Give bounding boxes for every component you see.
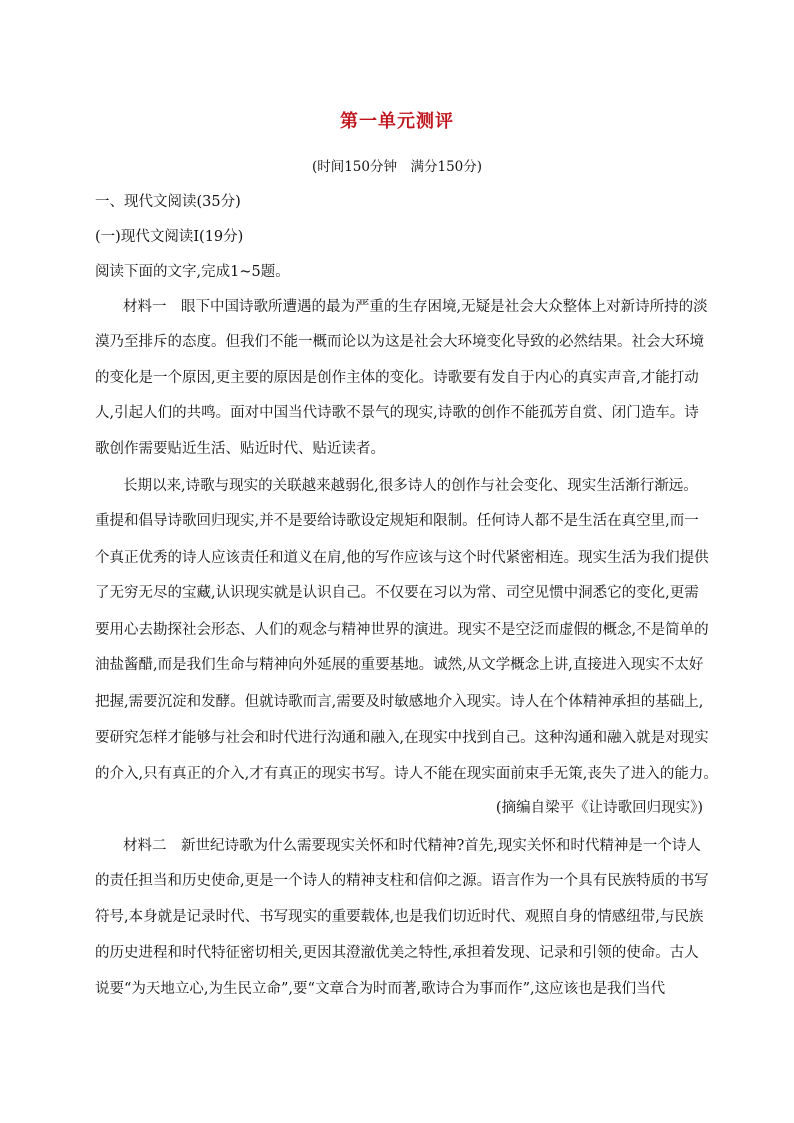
- source-citation: (摘编自梁平《让诗歌回归现实》): [495, 800, 703, 816]
- paragraph-line: 材料一 眼下中国诗歌所遭遇的最为严重的生存困境,无疑是社会大众整体上对新诗所持的淡: [123, 299, 708, 315]
- paragraph-line: 的介入,只有真正的介入,才有真正的现实书写。诗人不能在现实面前束手无策,丧失了进入的能力。: [95, 766, 718, 782]
- paragraph-line: 的变化是一个原因,更主要的原因是创作主体的变化。诗歌要有发自于内心的真实声音,才能打动: [95, 370, 699, 386]
- paragraph-line: 材料二 新世纪诗歌为什么需要现实关怀和时代精神?首先,现实关怀和时代精神是一个诗人: [123, 838, 701, 854]
- subsection-heading: (一)现代文阅读Ⅰ(19分): [95, 229, 244, 245]
- paragraph-line: 把握,需要沉淀和发酵。但就诗歌而言,需要及时敏感地介入现实。诗人在个体精神承担的基础上,: [95, 694, 704, 710]
- paragraph-line: 要研究怎样才能够与社会和时代进行沟通和融入,在现实中找到自己。这种沟通和融入就是对现实: [95, 730, 709, 746]
- section-heading: 一、现代文阅读(35分): [95, 194, 241, 210]
- paragraph-line: 歌创作需要贴近生活、贴近时代、贴近读者。: [95, 441, 385, 457]
- instruction-text: 阅读下面的文字,完成1~5题。: [95, 264, 290, 280]
- paragraph-line: 的历史进程和时代特征密切相关,更因其澄澈优美之特性,承担着发现、记录和引领的使命。古人: [95, 945, 699, 961]
- paragraph-line: 油盐酱醋,而是我们生命与精神向外延展的重要基地。诚然,从文学概念上讲,直接进入现实不太好: [95, 657, 704, 673]
- paragraph-line: 的责任担当和历史使命,更是一个诗人的精神支柱和信仰之源。语言作为一个具有民族特质的书写: [95, 873, 709, 889]
- page-title: 第一单元测评: [340, 111, 454, 132]
- paragraph-line: 个真正优秀的诗人应该责任和道义在肩,他的写作应该与这个时代紧密相连。现实生活为我们提供: [95, 550, 709, 566]
- paragraph-line: 要用心去勘探社会形态、人们的观念与精神世界的演进。现实不是空泛而虚假的概念,不是简单的: [95, 622, 709, 638]
- paragraph-line: 漠乃至排斥的态度。但我们不能一概而论以为这是社会大环境变化导致的必然结果。社会大环境: [95, 334, 704, 350]
- paragraph-line: 了无穷无尽的宝藏,认识现实就是认识自己。不仅要在习以为常、司空见惯中洞悉它的变化,更需: [95, 585, 699, 601]
- paragraph-line: 说要“为天地立心,为生民立命”,要“文章合为时而著,歌诗合为事而作”,这应该也是我们当代: [95, 981, 666, 997]
- paragraph-line: 符号,本身就是记录时代、书写现实的重要载体,也是我们切近时代、观照自身的情感纽带,与民族: [95, 909, 704, 925]
- page-subtitle: (时间150分钟 满分150分): [311, 159, 483, 175]
- paragraph-line: 长期以来,诗歌与现实的关联越来越弱化,很多诗人的创作与社会变化、现实生活渐行渐远。: [123, 478, 698, 494]
- paragraph-line: 人,引起人们的共鸣。面对中国当代诗歌不景气的现实,诗歌的创作不能孤芳自赏、闭门造车。诗: [95, 405, 699, 421]
- paragraph-line: 重提和倡导诗歌回归现实,并不是要给诗歌设定规矩和限制。任何诗人都不是生活在真空里,而一: [95, 513, 699, 529]
